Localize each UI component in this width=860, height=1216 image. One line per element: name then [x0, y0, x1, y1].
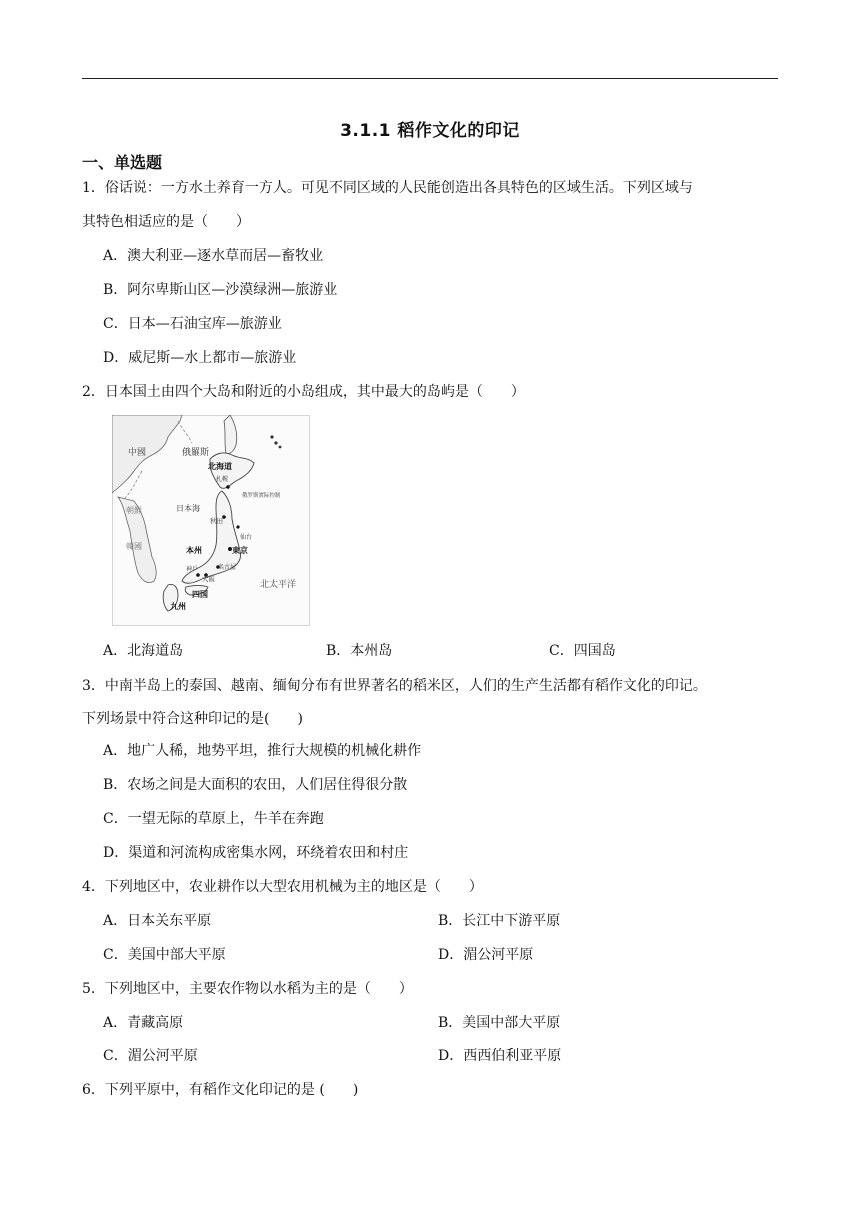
question-5-option-c[interactable]: C．湄公河平原: [103, 1048, 198, 1064]
map-label-kyushu: 九州: [170, 602, 186, 611]
question-number: 1．: [82, 180, 105, 196]
question-3-line2: 下列场景中符合这种印记的是( ): [82, 711, 303, 727]
map-label-south-korea: 韓國: [126, 542, 142, 551]
question-4-line1: [82, 877, 483, 897]
question-number: 5．: [82, 981, 105, 997]
map-label-osaka: 大阪: [202, 575, 215, 583]
question-6-line1: [82, 1080, 358, 1100]
map-label-sea-of-japan: 日本海: [176, 504, 200, 513]
question-4-option-a[interactable]: A．日本关东平原: [103, 913, 212, 929]
question-3-option-d[interactable]: D．渠道和河流构成密集水网，环绕着农田和村庄: [103, 845, 409, 861]
map-label-tokyo: 東京: [232, 546, 248, 555]
question-5-line1: [82, 979, 413, 999]
question-number: 4．: [82, 879, 105, 895]
map-label-northern-territory: 俄罗斯實际控制: [242, 493, 281, 499]
map-label-akita: 秋田: [210, 517, 223, 525]
question-1-option-d[interactable]: D．威尼斯—水上都市—旅游业: [103, 350, 297, 366]
question-3-option-a[interactable]: A．地广人稀，地势平坦，推行大规模的机械化耕作: [103, 743, 422, 759]
question-number: 3．: [82, 678, 105, 694]
map-label-kobe: 神戶: [186, 566, 199, 573]
question-3-option-c[interactable]: C．一望无际的草原上，牛羊在奔跑: [103, 811, 324, 827]
question-4-option-b[interactable]: B．长江中下游平原: [438, 913, 561, 929]
question-1-option-a[interactable]: A．澳大利亚—逐水草而居—畜牧业: [103, 248, 324, 264]
question-5-option-a[interactable]: A．青藏高原: [103, 1015, 184, 1031]
map-label-korea: 朝鮮: [126, 506, 142, 515]
question-1-option-c[interactable]: C．日本—石油宝库—旅游业: [103, 316, 282, 332]
question-2-line1: [82, 382, 525, 402]
question-number: 2．: [82, 384, 105, 400]
map-label-sapporo: 札幌: [216, 476, 229, 483]
map-label-sendai: 仙台: [240, 534, 253, 541]
header-rule: [82, 78, 778, 79]
question-1-option-b[interactable]: B．阿尔卑斯山区—沙漠绿洲—旅游业: [103, 282, 338, 298]
question-2-option-c[interactable]: C．四国岛: [549, 643, 616, 659]
question-stem: 日本国土由四个大岛和附近的小岛组成，其中最大的岛屿是（ ）: [104, 384, 525, 400]
map-label-russia: 俄羅斯: [182, 448, 210, 458]
question-stem: 下列地区中，农业耕作以大型农用机械为主的地区是（ ）: [104, 879, 483, 895]
map-label-nagoya: 名古屋: [218, 564, 237, 571]
map-label-pacific: 北太平洋: [260, 580, 297, 590]
question-stem: 俗话说：一方水土养育一方人。可见不同区域的人民能创造出各具特色的区域生活。下列区域与: [104, 180, 693, 196]
question-5-option-b[interactable]: B．美国中部大平原: [438, 1015, 561, 1031]
japan-map-figure: [112, 415, 310, 626]
question-4-option-d[interactable]: D．湄公河平原: [438, 947, 534, 963]
question-3-line1: [82, 676, 707, 696]
question-3-option-b[interactable]: B．农场之间是大面积的农田，人们居住得很分散: [103, 777, 408, 793]
page-title: 3.1.1 稻作文化的印记: [340, 121, 520, 141]
map-label-china: 中國: [128, 448, 147, 458]
question-2-option-a[interactable]: A．北海道岛: [103, 643, 184, 659]
question-stem: 下列平原中，有稻作文化印记的是 ( ): [104, 1082, 359, 1098]
question-number: 6．: [82, 1082, 105, 1098]
question-stem: 下列地区中，主要农作物以水稻为主的是（ ）: [104, 981, 413, 997]
question-2-option-b[interactable]: B．本州岛: [326, 643, 393, 659]
question-4-option-c[interactable]: C．美国中部大平原: [103, 947, 226, 963]
question-1-line1: [82, 178, 693, 198]
map-label-honshu: 本州: [186, 546, 202, 555]
map-label-hokkaido: 北海道: [208, 462, 232, 471]
section-heading: 一、单选题: [82, 153, 163, 172]
map-label-shikoku: 四国: [192, 590, 208, 599]
question-1-line2: 其特色相适应的是（ ）: [82, 214, 250, 230]
question-stem: 中南半岛上的泰国、越南、缅甸分布有世界著名的稻米区，人们的生产生活都有稻作文化的印记。: [104, 678, 707, 694]
question-5-option-d[interactable]: D．西西伯利亚平原: [438, 1048, 562, 1064]
